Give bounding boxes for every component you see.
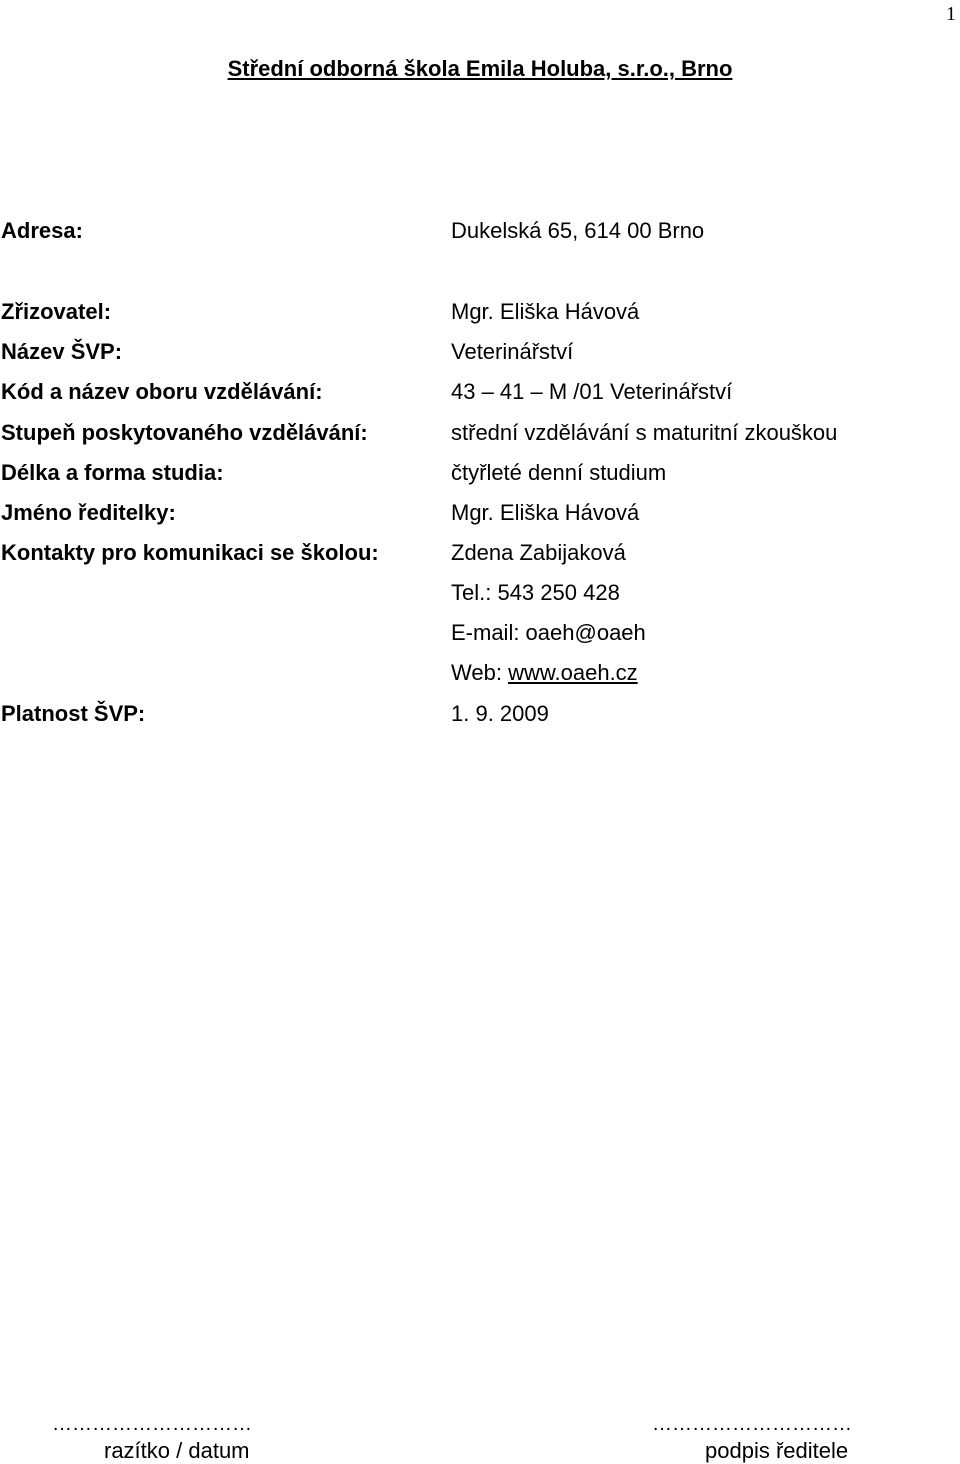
founder-label: Zřizovatel: (1, 299, 112, 324)
contact-email: E-mail: oaeh@oaeh (451, 620, 646, 645)
study-length-label: Délka a forma studia: (1, 460, 224, 485)
page-number: 1 (946, 3, 956, 25)
director-value: Mgr. Eliška Hávová (451, 500, 640, 525)
contact-phone: Tel.: 543 250 428 (451, 580, 620, 605)
web-link[interactable]: www.oaeh.cz (508, 660, 638, 685)
stamp-date-dotted-line: ………………………… (52, 1413, 252, 1435)
study-length-value: čtyřleté denní studium (451, 460, 667, 485)
stamp-date-label: razítko / datum (104, 1438, 250, 1463)
address-value: Dukelská 65, 614 00 Brno (451, 218, 705, 243)
education-level-value: střední vzdělávání s maturitní zkouškou (451, 420, 838, 445)
field-code-label: Kód a název oboru vzdělávání: (1, 379, 323, 404)
validity-label: Platnost ŠVP: (1, 701, 146, 726)
svp-name-value: Veterinářství (451, 339, 574, 364)
web-prefix: Web: (451, 660, 509, 685)
contacts-label: Kontakty pro komunikaci se školou: (1, 540, 379, 565)
director-signature-label: podpis ředitele (705, 1438, 849, 1463)
contact-web (451, 662, 638, 684)
signature-dotted-line: ………………………… (652, 1413, 852, 1435)
address-label: Adresa: (1, 218, 83, 243)
school-title: Střední odborná škola Emila Holuba, s.r.o., Brno (227, 56, 733, 81)
field-code-value: 43 – 41 – M /01 Veterinářství (451, 379, 733, 404)
svp-name-label: Název ŠVP: (1, 339, 123, 364)
director-label: Jméno ředitelky: (1, 500, 176, 525)
education-level-label: Stupeň poskytovaného vzdělávání: (1, 420, 368, 445)
validity-value: 1. 9. 2009 (451, 701, 549, 726)
founder-value: Mgr. Eliška Hávová (451, 299, 640, 324)
contact-person-value: Zdena Zabijaková (451, 540, 626, 565)
